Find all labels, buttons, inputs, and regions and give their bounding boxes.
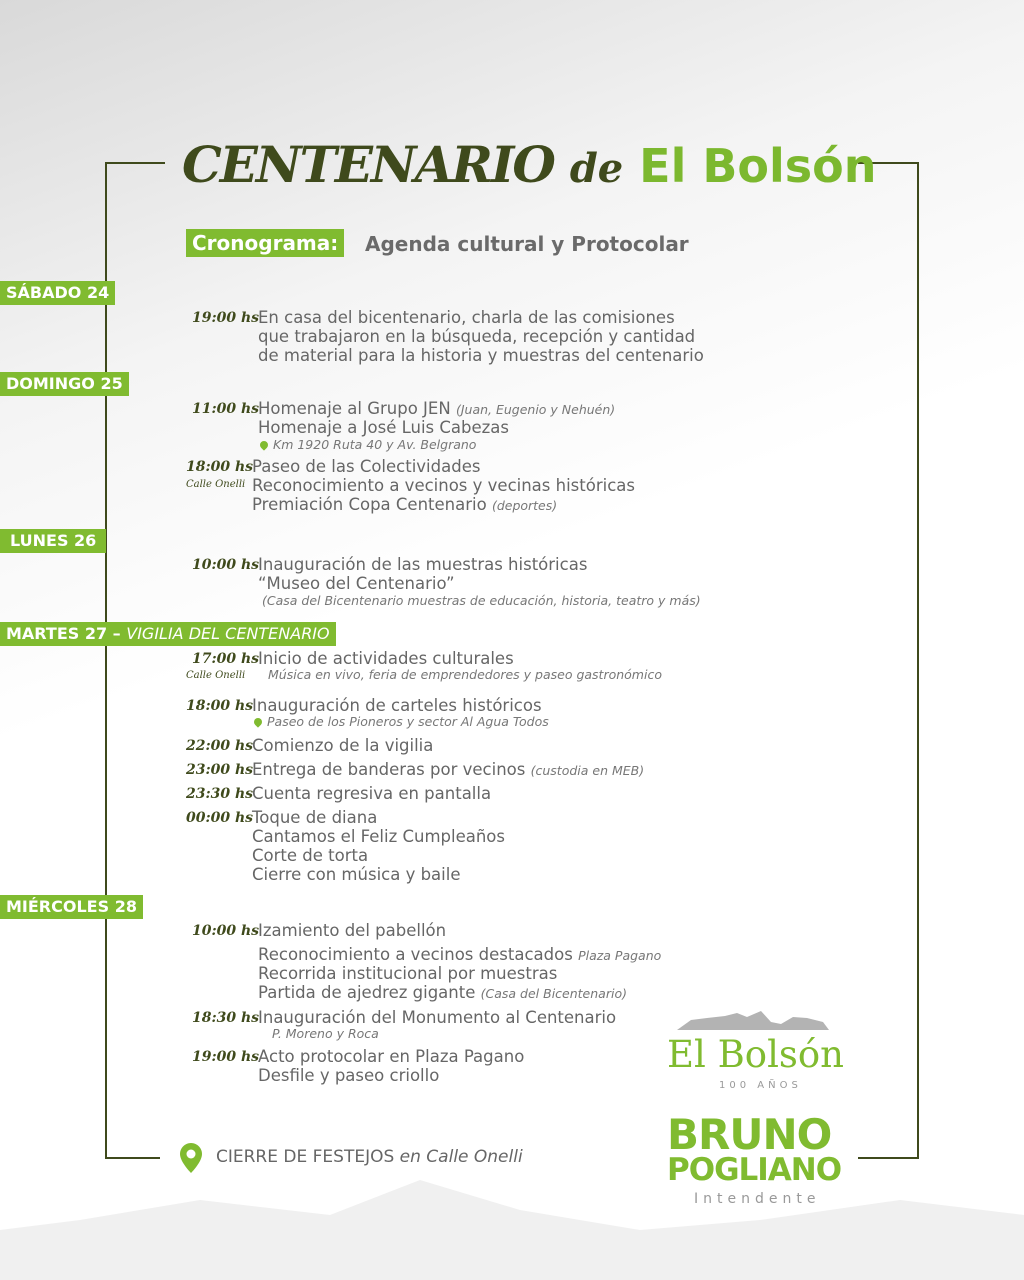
event-line: Recorrida institucional por muestras: [258, 964, 558, 983]
location-pin-icon: [258, 439, 269, 450]
event-text: Partida de ajedrez gigante: [258, 983, 476, 1002]
location-text: Paseo de los Pioneros y sector Al Agua Todos: [267, 714, 549, 729]
event-line: Paseo de las Colectividades: [252, 457, 481, 476]
event-line: Reconocimiento a vecinos y vecinas históricas: [252, 476, 635, 495]
event-time: 19:00 hs: [192, 310, 260, 326]
event-line: Comienzo de la vigilia: [252, 736, 434, 755]
event-line: Cantamos el Feliz Cumpleaños: [252, 827, 505, 846]
event-line: [252, 495, 557, 515]
day-badge-lunes: LUNES 26: [0, 529, 106, 553]
cronograma-badge: Cronograma:: [186, 229, 344, 257]
event-time: 17:00 hs: [192, 651, 260, 667]
event-note: (custodia en MEB): [530, 763, 645, 778]
event-time: 11:00 hs: [192, 401, 260, 417]
event-line: Toque de diana: [252, 808, 378, 827]
event-time: 19:00 hs: [192, 1049, 260, 1065]
event-line: Inicio de actividades culturales: [258, 649, 514, 668]
footer-text: CIERRE DE FESTEJOS: [216, 1147, 395, 1167]
page-title: [182, 135, 877, 199]
event-line: Acto protocolar en Plaza Pagano: [258, 1047, 525, 1066]
day-label-italic: VIGILIA DEL CENTENARIO: [126, 624, 330, 643]
day-badge-miercoles: MIÉRCOLES 28: [0, 895, 143, 919]
logo-el-bolson: El Bolsón: [667, 1033, 844, 1076]
event-place: Calle Onelli: [186, 479, 246, 490]
location-text: Km 1920 Ruta 40 y Av. Belgrano: [273, 437, 477, 452]
event-line: Inauguración del Monumento al Centenario: [258, 1008, 617, 1027]
event-location: [254, 714, 549, 730]
title-el-bolson: El Bolsón: [639, 139, 877, 193]
event-time: 23:00 hs: [186, 762, 254, 778]
event-line: “Museo del Centenario”: [258, 574, 455, 593]
location-pin-icon: [252, 716, 263, 727]
event-line: Corte de torta: [252, 846, 369, 865]
mountain-background: [0, 1160, 1024, 1280]
event-note: Plaza Pagano: [578, 948, 662, 963]
event-line: [258, 399, 615, 419]
event-line: Izamiento del pabellón: [258, 921, 447, 940]
event-text: Entrega de banderas por vecinos: [252, 760, 526, 779]
event-line: Cierre con música y baile: [252, 865, 461, 884]
signature-role: Intendente: [694, 1191, 821, 1207]
event-line: que trabajaron en la búsqueda, recepción y cantidad: [258, 327, 696, 346]
frame-left: [105, 162, 107, 1159]
event-line: [258, 945, 661, 965]
event-time: 10:00 hs: [192, 923, 260, 939]
day-badge-martes: [0, 622, 336, 646]
event-line: [252, 760, 644, 780]
frame-bottom-left: [105, 1157, 160, 1159]
event-detail: (Casa del Bicentenario muestras de educación, historia, teatro y más): [262, 593, 701, 608]
event-note: (Casa del Bicentenario): [480, 986, 627, 1001]
title-centenario: CENTENARIO: [182, 135, 554, 194]
footer-text-italic: en Calle Onelli: [399, 1147, 523, 1167]
event-line: [258, 983, 627, 1003]
event-text: Reconocimiento a vecinos destacados: [258, 945, 573, 964]
signature-last-name: POGLIANO: [667, 1152, 842, 1188]
day-label: MARTES 27 –: [6, 624, 121, 643]
event-line: de material para la historia y muestras del centenario: [258, 346, 704, 365]
day-badge-domingo: DOMINGO 25: [0, 372, 129, 396]
mountain-logo-icon: [677, 1008, 829, 1035]
event-place: Calle Onelli: [186, 670, 246, 681]
event-time: 10:00 hs: [192, 557, 260, 573]
event-time: 22:00 hs: [186, 738, 254, 754]
event-time: 18:30 hs: [192, 1010, 260, 1026]
event-note: (deportes): [491, 498, 558, 513]
subtitle: Agenda cultural y Protocolar: [365, 232, 689, 256]
event-line: Inauguración de carteles históricos: [252, 696, 542, 715]
event-line: Cuenta regresiva en pantalla: [252, 784, 492, 803]
frame-top-left: [105, 162, 165, 164]
frame-right: [917, 162, 919, 1159]
event-detail: Música en vivo, feria de emprendedores y paseo gastronómico: [268, 667, 662, 682]
event-line: En casa del bicentenario, charla de las comisiones: [258, 308, 675, 327]
signature-first-name: BRUNO: [667, 1110, 832, 1159]
event-text: Premiación Copa Centenario: [252, 495, 487, 514]
event-time: 23:30 hs: [186, 786, 254, 802]
event-note: (Juan, Eugenio y Nehuén): [455, 402, 616, 417]
event-time: 18:00 hs: [186, 459, 254, 475]
event-detail: P. Moreno y Roca: [272, 1026, 379, 1041]
frame-bottom-right: [858, 1157, 919, 1159]
event-time: 18:00 hs: [186, 698, 254, 714]
logo-tagline: 100 AÑOS: [719, 1080, 802, 1091]
event-text: Homenaje al Grupo JEN: [258, 399, 451, 418]
event-line: Homenaje a José Luis Cabezas: [258, 418, 509, 437]
title-de: de: [569, 145, 624, 192]
event-time: 00:00 hs: [186, 810, 254, 826]
event-location: [260, 437, 476, 453]
day-badge-sabado: SÁBADO 24: [0, 281, 115, 305]
event-line: Desfile y paseo criollo: [258, 1066, 440, 1085]
event-line: Inauguración de las muestras históricas: [258, 555, 588, 574]
